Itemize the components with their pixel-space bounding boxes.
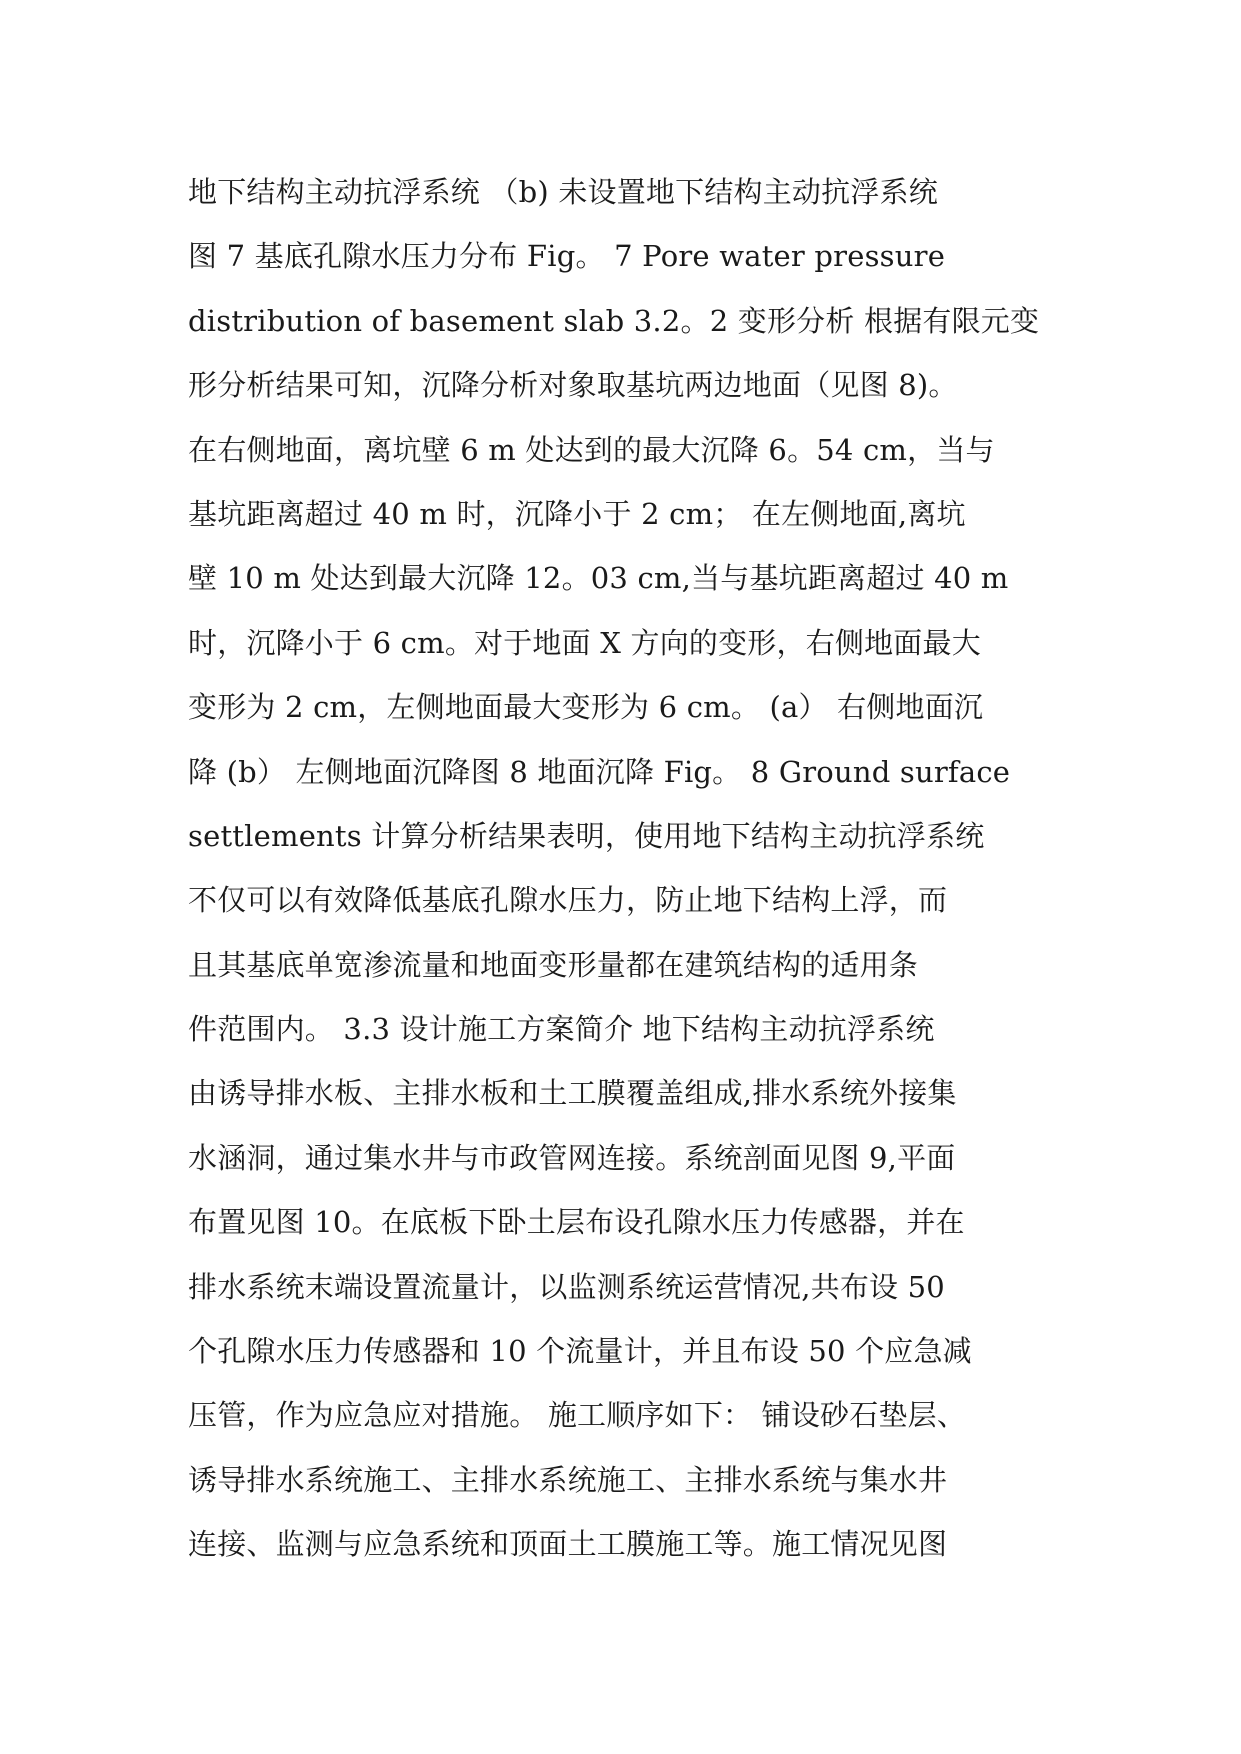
text-line: 不仅可以有效降低基底孔隙水压力，防止地下结构上浮，而 — [188, 883, 948, 918]
text-line: 排水系统末端设置流量计，以监测系统运营情况,共布设 50 — [188, 1269, 945, 1304]
text-line: 降 (b） 左侧地面沉降图 8 地面沉降 Fig。 8 Ground surface — [188, 754, 1011, 789]
body-text — [188, 160, 1088, 1577]
text-line: 变形为 2 cm，左侧地面最大变形为 6 cm。 (a） 右侧地面沉 — [188, 690, 984, 725]
text-line: 诱导排水系统施工、主排水系统施工、主排水系统与集水井 — [188, 1462, 948, 1497]
text-line: 图 7 基底孔隙水压力分布 Fig。 7 Pore water pressure — [188, 239, 946, 274]
text-line: 地下结构主动抗浮系统 （b) 未设置地下结构主动抗浮系统 — [188, 175, 938, 209]
text-line: 连接、监测与应急系统和顶面土工膜施工等。施工情况见图 — [188, 1527, 948, 1562]
text-line: 壁 10 m 处达到最大沉降 12。03 cm,当与基坑距离超过 40 m — [188, 561, 1009, 596]
text-line: 时，沉降小于 6 cm。对于地面 X 方向的变形，右侧地面最大 — [188, 625, 981, 660]
text-line: 个孔隙水压力传感器和 10 个流量计，并且布设 50 个应急减 — [188, 1334, 972, 1369]
text-line: 在右侧地面，离坑壁 6 m 处达到的最大沉降 6。54 cm，当与 — [188, 432, 995, 467]
text-line: settlements 计算分析结果表明，使用地下结构主动抗浮系统 — [188, 818, 985, 853]
text-line: 压管，作为应急应对措施。 施工顺序如下： 铺设砂石垫层、 — [188, 1398, 967, 1433]
text-line: 布置见图 10。在底板下卧土层布设孔隙水压力传感器，并在 — [188, 1205, 965, 1240]
text-line: 水涵洞，通过集水井与市政管网连接。系统剖面见图 9,平面 — [188, 1140, 956, 1175]
text-line: 形分析结果可知，沉降分析对象取基坑两边地面（见图 8)。 — [188, 368, 958, 403]
text-line: 件范围内。 3.3 设计施工方案简介 地下结构主动抗浮系统 — [188, 1012, 935, 1047]
text-line: 基坑距离超过 40 m 时，沉降小于 2 cm； 在左侧地面,离坑 — [188, 496, 966, 531]
text-line: 且其基底单宽渗流量和地面变形量都在建筑结构的适用条 — [188, 947, 919, 982]
text-line: 由诱导排水板、主排水板和土工膜覆盖组成,排水系统外接集 — [188, 1076, 957, 1111]
text-line: distribution of basement slab 3.2。2 变形分析 根据有限元变 — [188, 303, 1040, 338]
